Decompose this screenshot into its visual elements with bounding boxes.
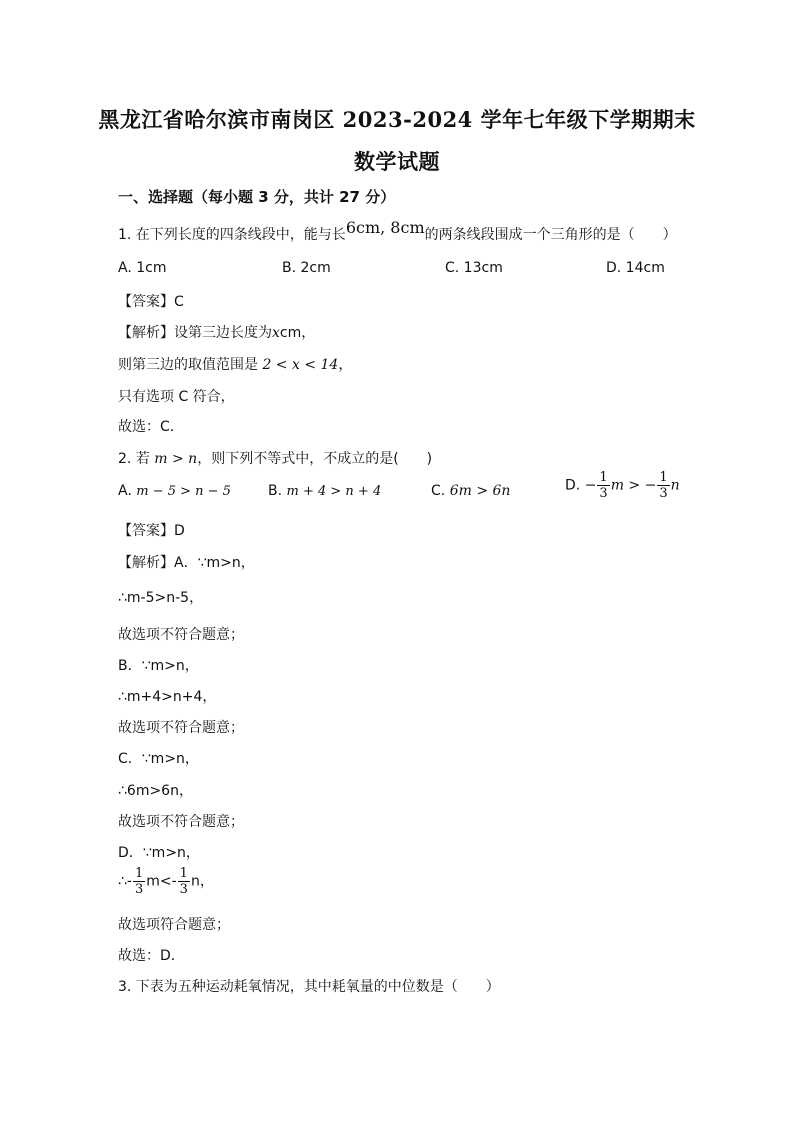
q1-analysis-text-a: 【解析】设第三边长度为	[118, 325, 272, 341]
q2-option-d	[565, 470, 680, 501]
q1-stem-text-a: 1. 在下列长度的四条线段中，能与长	[118, 227, 346, 243]
q1-choose: 故选：C．	[118, 419, 184, 435]
q1-option-c: C. 13cm	[445, 260, 503, 276]
q2-option-b-label: B.	[268, 483, 283, 499]
q2-analysis-b2: ∴m+4>n+4，	[118, 689, 217, 705]
q2-option-a-expr: m − 5 > n − 5	[136, 484, 231, 499]
q2-analysis-b3: 故选项不符合题意；	[118, 720, 244, 736]
q2-option-d-end: n	[670, 477, 680, 494]
q2-option-d-fraction-1	[597, 470, 609, 501]
q1-range-text-b: ，	[338, 357, 353, 373]
q2-analysis-d2-fraction-2	[178, 866, 190, 897]
q2-analysis-b1: B．∵m>n，	[118, 658, 199, 674]
q1-stem	[118, 218, 677, 244]
q1-answer: 【答案】C	[118, 294, 184, 310]
q2-analysis-d2	[118, 866, 214, 897]
fraction-denominator: 3	[659, 486, 668, 501]
q2-analysis-c1: C．∵m>n，	[118, 751, 199, 767]
fraction-denominator: 3	[134, 882, 144, 897]
q2-analysis-d1: D．∵m>n，	[118, 845, 200, 861]
q1-analysis-var: x	[272, 325, 280, 341]
q2-stem-text-a: 2. 若	[118, 451, 150, 467]
q2-analysis-a1: 【解析】A．∵m>n，	[118, 555, 255, 571]
q1-analysis	[118, 322, 315, 342]
q2-option-c	[431, 483, 510, 499]
q2-analysis-c2: ∴6m>6n，	[118, 783, 193, 799]
q2-stem-expr: m > n	[154, 451, 198, 467]
q2-option-a-label: A.	[118, 483, 132, 499]
q2-analysis-a3: 故选项不符合题意；	[118, 627, 244, 643]
q2-option-c-label: C.	[431, 483, 446, 499]
q2-option-d-middle: m > −	[610, 477, 657, 494]
q2-option-d-fraction-2	[657, 470, 669, 501]
q2-analysis-d2-fraction-1	[133, 866, 145, 897]
q1-stem-units: 6cm, 8cm	[345, 218, 425, 237]
q2-option-b	[268, 483, 381, 499]
q2-option-b-expr: m + 4 > n + 4	[286, 484, 382, 499]
fraction-denominator: 3	[599, 486, 608, 501]
title-line-1: 黑龙江省哈尔滨市南岗区 2023-2024 学年七年级下学期期末	[98, 107, 696, 132]
q1-range-text-a: 则第三边的取值范围是	[118, 357, 258, 373]
q2-option-d-label: D.	[565, 477, 581, 494]
q1-stem-text-b: 的两条线段围成一个三角形的是（ ）	[424, 227, 677, 243]
q2-analysis-a2: ∴m-5>n-5，	[118, 590, 204, 606]
q1-range-expr: 2 < x < 14	[262, 357, 339, 373]
q2-answer: 【答案】D	[118, 523, 185, 539]
title-line-2: 数学试题	[354, 149, 440, 174]
q2-stem-text-b: ，则下列不等式中，不成立的是( )	[197, 451, 433, 467]
q2-option-d-minus: −	[584, 477, 597, 494]
q2-analysis-d2-c: n，	[190, 873, 214, 890]
section-heading: 一、选择题（每小题 3 分，共计 27 分）	[118, 188, 396, 206]
q1-range	[118, 354, 352, 374]
q2-analysis-c3: 故选项不符合题意；	[118, 814, 244, 830]
q1-analysis-text-b: cm，	[279, 325, 316, 341]
q2-analysis-d2-b: m<-	[146, 873, 177, 890]
q1-option-a: A. 1cm	[118, 260, 167, 276]
q2-option-a	[118, 483, 231, 499]
fraction-numerator: 1	[134, 866, 144, 881]
q1-only-c: 只有选项 C 符合，	[118, 389, 235, 405]
fraction-numerator: 1	[599, 470, 608, 485]
fraction-denominator: 3	[179, 882, 188, 897]
q2-stem	[118, 448, 432, 468]
q2-choose: 故选：D．	[118, 948, 185, 964]
q1-option-d: D. 14cm	[606, 260, 665, 276]
fraction-numerator: 1	[179, 866, 188, 881]
q2-analysis-d2-a: ∴-	[118, 873, 132, 890]
q2-option-c-expr: 6m > 6n	[449, 483, 511, 499]
q2-analysis-d3: 故选项符合题意；	[118, 917, 230, 933]
fraction-numerator: 1	[659, 470, 668, 485]
q1-option-b: B. 2cm	[282, 260, 331, 276]
q3-stem: 3. 下表为五种运动耗氧情况，其中耗氧量的中位数是（ ）	[118, 979, 500, 995]
